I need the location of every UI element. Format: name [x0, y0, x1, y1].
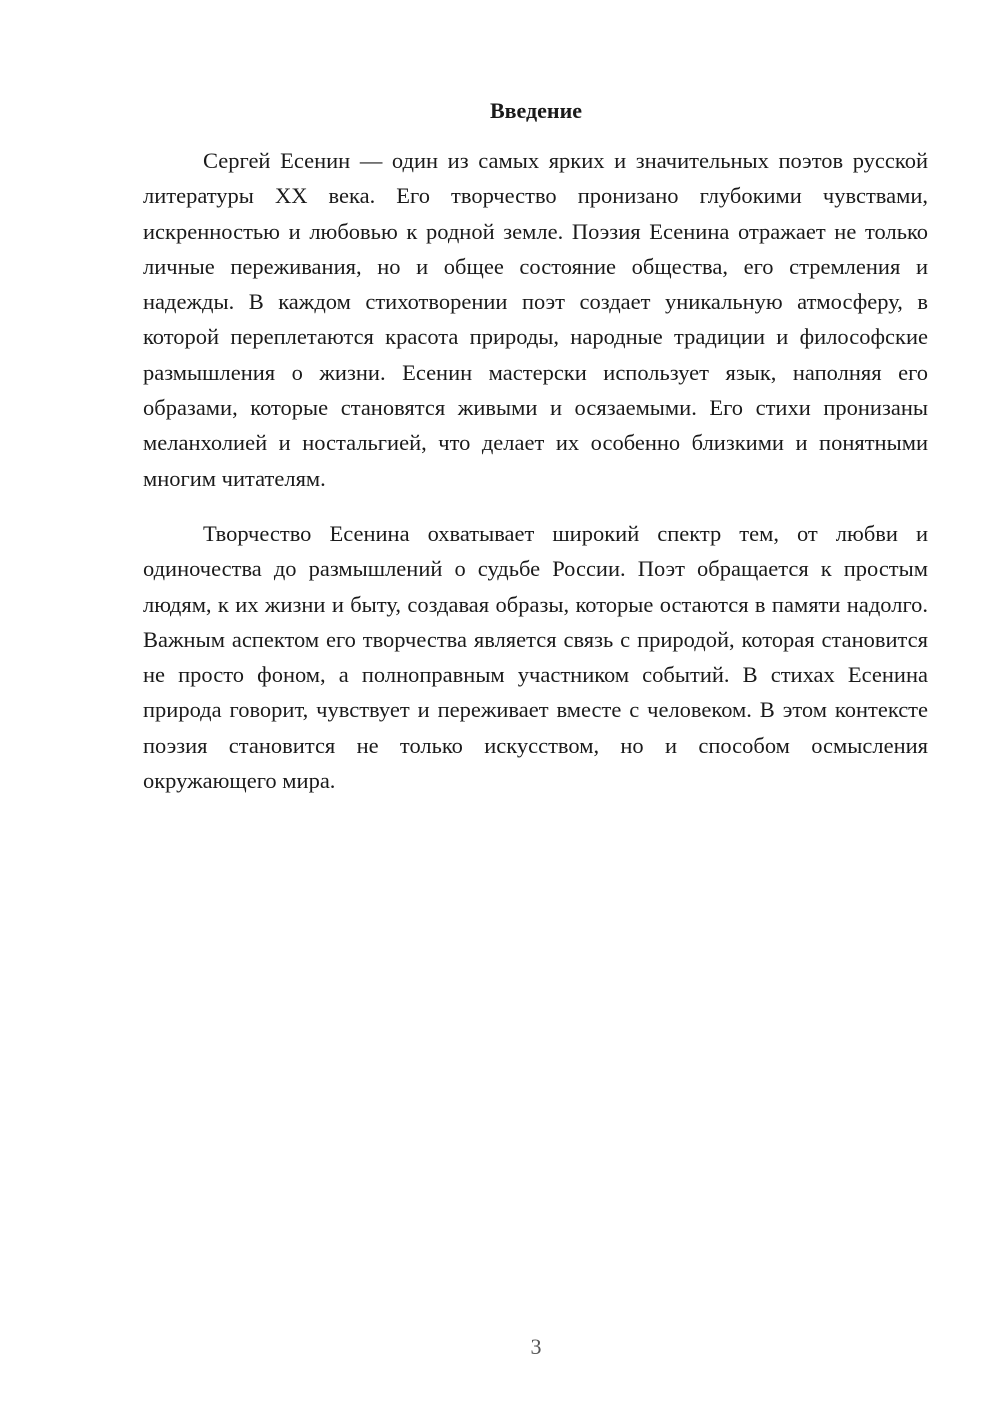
paragraph-1: Сергей Есенин — один из самых ярких и значительных поэтов русской литературы XX века. Его творчество пронизано глубокими чувствами, искренностью и любовью к родной земле. Поэзия Есенина отражает не только личные переживания, но и общее состояние общества, его стремления и надежды. В каждом стихотворении поэт создает уникальную атмосферу, в которой переплетаются красота природы, народные традиции и философские размышления о жизни. Есенин мастерски использует язык, наполняя его образами, которые становятся живыми и осязаемыми. Его стихи пронизаны меланхолией и ностальгией, что делает их особенно близкими и понятными многим читателям.	[143, 148, 928, 491]
section-heading: Введение	[489, 98, 583, 123]
paragraph-2: Творчество Есенина охватывает широкий спектр тем, от любви и одиночества до размышлений о судьбе России. Поэт обращается к простым людям, к их жизни и быту, создавая образы, которые остаются в памяти надолго. Важным аспектом его творчества является связь с природой, которая становится не просто фоном, а полноправным участником событий. В стихах Есенина природа говорит, чувствует и переживает вместе с человеком. В этом контексте поэзия становится не только искусством, но и способом осмысления окружающего мира.	[143, 520, 928, 794]
page-number: 3	[530, 1334, 542, 1359]
body-text	[143, 143, 928, 798]
